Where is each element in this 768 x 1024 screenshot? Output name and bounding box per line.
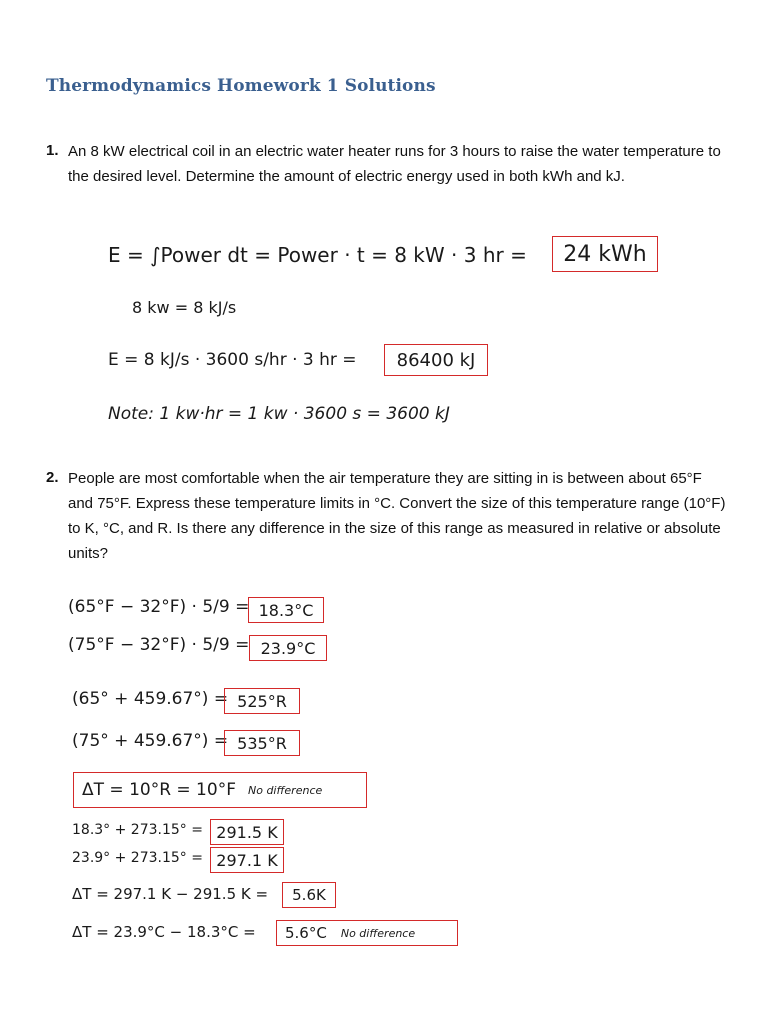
q2-answer-5-6c: 5.6°C [285, 924, 327, 942]
q1-kj-equation: E = 8 kJ/s · 3600 s/hr · 3 hr = [108, 350, 357, 370]
q1-answer-kj: 86400 kJ [384, 344, 488, 376]
q2-celsius-75: (75°F − 32°F) · 5/9 = [68, 635, 250, 655]
q2-answer-297k: 297.1 K [210, 847, 284, 873]
question-1-text: An 8 kW electrical coil in an electric water heater runs for 3 hours to raise the water temperature to the desired level. Determine the amount of electric energy used in both kWh and kJ. [68, 143, 721, 185]
q2-celsius-65: (65°F − 32°F) · 5/9 = [68, 597, 250, 617]
q2-answer-535r: 535°R [224, 730, 300, 756]
question-1-number: 1. [46, 142, 59, 159]
q1-energy-equation: E = ∫Power dt = Power · t = 8 kW · 3 hr = [108, 243, 527, 267]
question-2-text: People are most comfortable when the air temperature they are sitting in is between about 65°F and 75°F. Express these temperature limits in °C. Convert the size of this temperature range (10°F) to K, °C, and R. Is there any difference in the size of this range as measured in relative or absolute units? [68, 470, 726, 562]
q2-delta-c: ΔT = 23.9°C − 18.3°C = [72, 923, 256, 941]
q2-delta-r-box [73, 772, 367, 808]
q2-answer-525r: 525°R [224, 688, 300, 714]
q2-delta-c-box [276, 920, 458, 946]
q2-answer-18c: 18.3°C [248, 597, 324, 623]
question-2-number: 2. [46, 469, 59, 486]
q2-rankine-75: (75° + 459.67°) = [72, 731, 229, 751]
q2-answer-23c: 23.9°C [249, 635, 327, 661]
page-title: Thermodynamics Homework 1 Solutions [46, 76, 436, 96]
q2-rankine-65: (65° + 459.67°) = [72, 689, 229, 709]
q2-kelvin-23: 23.9° + 273.15° = [72, 850, 203, 866]
q1-unit-conversion: 8 kw = 8 kJ/s [132, 298, 237, 317]
q2-answer-5-6k: 5.6K [282, 882, 336, 908]
q1-note: Note: 1 kw·hr = 1 kw · 3600 s = 3600 kJ [108, 404, 450, 424]
q2-delta-k: ΔT = 297.1 K − 291.5 K = [72, 885, 269, 903]
q2-delta-r-note: No difference [247, 783, 323, 797]
q2-delta-c-note: No difference [340, 926, 416, 940]
q2-answer-291k: 291.5 K [210, 819, 284, 845]
q1-answer-kwh: 24 kWh [552, 236, 658, 272]
q2-delta-r: ΔT = 10°R = 10°F [82, 780, 236, 800]
q2-kelvin-18: 18.3° + 273.15° = [72, 822, 203, 838]
